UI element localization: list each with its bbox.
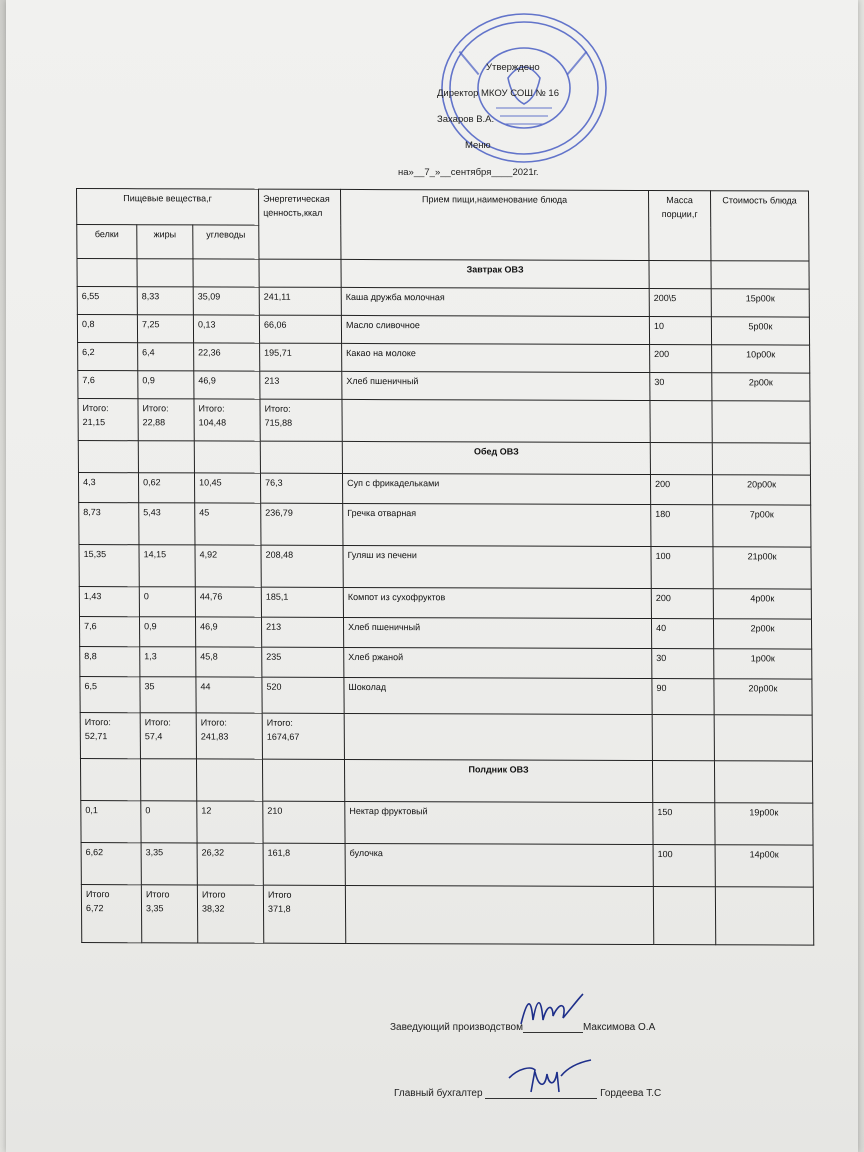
- carbs-cell: 46,9: [195, 617, 261, 647]
- total-value: 38,32: [201, 903, 225, 914]
- fat-cell: 35: [140, 677, 196, 713]
- empty-cell: [193, 259, 259, 287]
- protein-cell: 0,1: [81, 801, 141, 843]
- carbs-cell: 26,32: [197, 843, 263, 885]
- table-row: [79, 617, 811, 650]
- section-title: Полдник ОВЗ: [344, 759, 652, 802]
- total-f-cell: [138, 399, 194, 441]
- total-value: 22,88: [142, 417, 166, 428]
- dish-cell: Компот из сухофруктов: [343, 587, 651, 618]
- energy-cell: 76,3: [260, 473, 342, 503]
- protein-cell: 15,35: [79, 545, 139, 587]
- price-cell: 5р00к: [711, 317, 809, 345]
- section-title-row: [78, 441, 810, 476]
- total-c-cell: [197, 885, 263, 943]
- price-cell: 7р00к: [713, 505, 811, 547]
- accountant-name: Гордеева Т.С: [600, 1088, 662, 1099]
- carbs-cell: 44: [196, 677, 262, 713]
- mass-cell: 200: [650, 345, 712, 373]
- protein-cell: 6,5: [80, 677, 140, 713]
- carbs-cell: 10,45: [194, 473, 260, 503]
- mass-cell: 100: [651, 547, 713, 589]
- dish-cell: Хлеб пшеничный: [342, 371, 650, 400]
- energy-cell: 213: [262, 617, 344, 647]
- fat-cell: 3,35: [141, 843, 197, 885]
- energy-cell: 235: [262, 647, 344, 677]
- empty-cell: [712, 401, 810, 443]
- mass-cell: 200: [651, 589, 713, 619]
- energy-cell: 185,1: [261, 587, 343, 617]
- total-value: 241,83: [200, 731, 229, 742]
- table-row: [81, 801, 813, 846]
- total-label: Итого: [85, 889, 110, 900]
- empty-cell: [137, 259, 193, 287]
- empty-cell: [342, 399, 650, 442]
- empty-cell: [259, 259, 341, 287]
- menu-date: на»__7_»__сентября____2021г.: [398, 167, 539, 178]
- protein-cell: 6,62: [81, 843, 141, 885]
- total-label: Итого:: [264, 403, 291, 414]
- dish-cell: Хлеб пшеничный: [344, 617, 652, 648]
- total-label: Итого:: [84, 717, 111, 728]
- total-e-cell: [263, 885, 345, 943]
- fat-cell: 0: [141, 801, 197, 843]
- empty-cell: [649, 261, 711, 289]
- price-header: Стоимость блюда: [711, 191, 809, 261]
- table-row: [78, 371, 810, 402]
- dish-cell: булочка: [345, 843, 653, 886]
- menu-title: Меню: [465, 140, 491, 151]
- empty-cell: [652, 715, 714, 761]
- protein-cell: 6,2: [78, 343, 138, 371]
- total-label: Итого:: [142, 403, 169, 414]
- protein-cell: 6,55: [77, 287, 137, 315]
- mass-header: Масса порции,г: [649, 190, 711, 260]
- production-head-label: Заведующий производством: [390, 1022, 523, 1033]
- total-value: 21,15: [82, 416, 106, 428]
- total-e-cell: [260, 399, 342, 441]
- empty-cell: [194, 441, 260, 473]
- energy-header: Энергетическая ценность,ккал: [259, 189, 341, 259]
- price-cell: 4р00к: [713, 589, 811, 619]
- price-cell: 14р00к: [715, 845, 813, 887]
- table-row: [78, 473, 810, 506]
- total-value: 6,72: [85, 902, 104, 914]
- empty-cell: [345, 885, 653, 944]
- price-cell: 15р00к: [711, 289, 809, 317]
- section-title-row: [77, 259, 809, 290]
- price-cell: 21р00к: [713, 547, 811, 589]
- empty-cell: [712, 443, 810, 475]
- mass-cell: 10: [649, 317, 711, 345]
- table-row: [80, 677, 812, 716]
- total-value: 3,35: [145, 903, 164, 914]
- table-row: [77, 315, 809, 346]
- energy-cell: 210: [263, 801, 345, 843]
- energy-cell: 161,8: [263, 843, 345, 885]
- carbs-header: углеводы: [193, 225, 259, 259]
- protein-cell: 0,8: [77, 315, 137, 343]
- dish-cell: Гуляш из печени: [343, 545, 651, 588]
- total-p-cell: [80, 713, 140, 759]
- accountant-label: Главный бухгалтер: [394, 1088, 483, 1099]
- empty-cell: [711, 261, 809, 289]
- mass-cell: 40: [651, 619, 713, 649]
- table-row: [81, 843, 813, 888]
- dish-cell: Хлеб ржаной: [344, 647, 652, 678]
- protein-cell: 1,43: [79, 587, 139, 617]
- total-c-cell: [194, 399, 260, 441]
- dish-cell: Какао на молоке: [342, 343, 650, 372]
- dish-header: Прием пищи,наименование блюда: [341, 189, 649, 260]
- price-cell: 19р00к: [715, 803, 813, 845]
- carbs-cell: 44,76: [195, 587, 261, 617]
- fat-cell: 6,4: [138, 343, 194, 371]
- mass-cell: 180: [651, 505, 713, 547]
- energy-cell: 208,48: [261, 545, 343, 587]
- empty-cell: [714, 761, 812, 803]
- protein-cell: 7,6: [78, 371, 138, 399]
- fat-cell: 5,43: [139, 503, 195, 545]
- fat-header: жиры: [137, 225, 193, 259]
- carbs-cell: 45: [195, 503, 261, 545]
- dish-cell: Масло сливочное: [341, 315, 649, 344]
- total-value: 371,8: [268, 903, 291, 914]
- total-label: Итого: [267, 889, 292, 900]
- dish-cell: Суп с фрикадельками: [342, 473, 650, 504]
- mass-cell: 200: [650, 475, 712, 505]
- total-f-cell: [141, 885, 197, 943]
- price-cell: 20р00к: [712, 475, 810, 505]
- protein-header: белки: [77, 225, 137, 259]
- total-row: [81, 885, 813, 946]
- total-row: [80, 713, 812, 762]
- table-row: [79, 545, 811, 590]
- dish-cell: Шоколад: [344, 677, 652, 714]
- dish-cell: Нектар фруктовый: [345, 801, 653, 844]
- table-row: [77, 287, 809, 318]
- approved-label: Утверждено: [486, 62, 540, 73]
- total-value: 57,4: [144, 731, 163, 742]
- carbs-cell: 45,8: [196, 647, 262, 677]
- fat-cell: 8,33: [137, 287, 193, 315]
- protein-cell: 4,3: [78, 473, 138, 503]
- section-title: Обед ОВЗ: [342, 441, 650, 474]
- mass-cell: 90: [652, 679, 714, 715]
- empty-cell: [714, 715, 812, 761]
- empty-cell: [260, 441, 342, 473]
- empty-cell: [650, 443, 712, 475]
- section-title: Завтрак ОВЗ: [341, 259, 649, 288]
- energy-cell: 520: [262, 677, 344, 713]
- empty-cell: [196, 759, 262, 801]
- production-signature: [523, 1018, 583, 1033]
- total-label: Итого:: [82, 403, 109, 414]
- price-cell: 1р00к: [714, 649, 812, 679]
- document-page: [6, 0, 858, 1152]
- energy-cell: 195,71: [260, 343, 342, 371]
- production-head-line: [390, 1018, 655, 1033]
- table-row: [80, 647, 812, 680]
- section-title-row: [80, 759, 812, 804]
- carbs-cell: 22,36: [194, 343, 260, 371]
- table-row: [79, 503, 811, 548]
- dish-cell: Каша дружба молочная: [341, 287, 649, 316]
- energy-cell: 236,79: [261, 503, 343, 545]
- total-p-cell: [81, 885, 141, 943]
- total-e-cell: [262, 713, 344, 759]
- total-label: Итого:: [144, 717, 171, 728]
- energy-cell: 66,06: [259, 315, 341, 343]
- total-label: Итого:: [198, 403, 225, 414]
- mass-cell: 100: [653, 845, 715, 887]
- header-row: [77, 189, 809, 228]
- table-row: [79, 587, 811, 620]
- protein-cell: 7,6: [79, 617, 139, 647]
- nutrients-header: Пищевые вещества,г: [77, 189, 259, 226]
- fat-cell: 0: [139, 587, 195, 617]
- mass-cell: 200\5: [649, 289, 711, 317]
- carbs-cell: 46,9: [194, 371, 260, 399]
- empty-cell: [138, 441, 194, 473]
- price-cell: 20р00к: [714, 679, 812, 715]
- accountant-line: [394, 1084, 661, 1099]
- energy-cell: 241,11: [259, 287, 341, 315]
- protein-cell: 8,73: [79, 503, 139, 545]
- signer-name: Захаров В.А.: [437, 114, 495, 125]
- total-label: Итого:: [266, 717, 293, 728]
- empty-cell: [650, 401, 712, 443]
- price-cell: 2р00к: [713, 619, 811, 649]
- fat-cell: 14,15: [139, 545, 195, 587]
- total-f-cell: [140, 713, 196, 759]
- price-cell: 2р00к: [712, 373, 810, 401]
- fat-cell: 1,3: [140, 647, 196, 677]
- total-label: Итого:: [200, 717, 227, 728]
- total-p-cell: [78, 399, 138, 441]
- total-value: 104,48: [198, 417, 227, 428]
- table-row: [78, 343, 810, 374]
- empty-cell: [140, 759, 196, 801]
- total-label: Итого: [145, 889, 170, 900]
- total-value: 715,88: [264, 417, 293, 428]
- total-label: Итого: [201, 889, 226, 900]
- total-value: 1674,67: [266, 731, 300, 742]
- mass-cell: 30: [652, 649, 714, 679]
- dish-cell: Гречка отварная: [343, 503, 651, 546]
- empty-cell: [715, 887, 813, 945]
- total-c-cell: [196, 713, 262, 759]
- carbs-cell: 35,09: [193, 287, 259, 315]
- fat-cell: 0,62: [138, 473, 194, 503]
- accountant-signature: [485, 1084, 597, 1099]
- empty-cell: [652, 761, 714, 803]
- director-line: Директор МКОУ СОШ № 16: [437, 88, 560, 99]
- empty-cell: [262, 759, 344, 801]
- price-cell: 10р00к: [712, 345, 810, 373]
- fat-cell: 0,9: [139, 617, 195, 647]
- carbs-cell: 4,92: [195, 545, 261, 587]
- menu-table: [76, 188, 814, 946]
- empty-cell: [80, 759, 140, 801]
- mass-cell: 150: [653, 803, 715, 845]
- protein-cell: 8,8: [80, 647, 140, 677]
- fat-cell: 7,25: [137, 315, 193, 343]
- empty-cell: [77, 259, 137, 287]
- empty-cell: [653, 887, 715, 945]
- carbs-cell: 0,13: [193, 315, 259, 343]
- total-row: [78, 399, 810, 444]
- empty-cell: [78, 441, 138, 473]
- energy-cell: 213: [260, 371, 342, 399]
- total-value: 52,71: [84, 730, 108, 742]
- mass-cell: 30: [650, 373, 712, 401]
- empty-cell: [344, 713, 652, 760]
- carbs-cell: 12: [197, 801, 263, 843]
- fat-cell: 0,9: [138, 371, 194, 399]
- production-head-name: Максимова О.А: [582, 1022, 656, 1033]
